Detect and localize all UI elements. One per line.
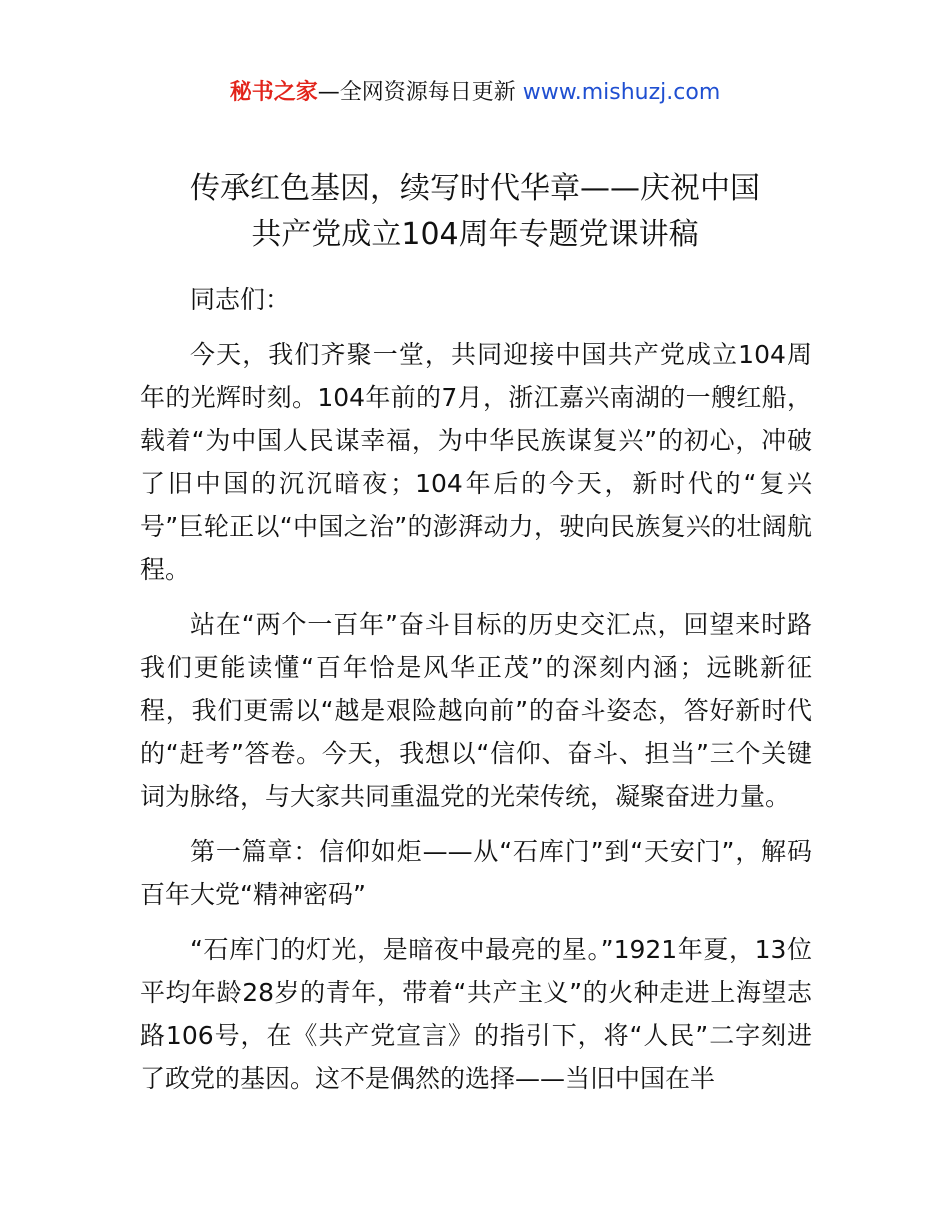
document-title bbox=[0, 166, 950, 258]
header-tagline: —全网资源每日更新 bbox=[317, 80, 523, 105]
title-line-1: 传承红色基因，续写时代华章——庆祝中国 bbox=[190, 171, 760, 206]
salutation-paragraph: 同志们： bbox=[190, 285, 291, 314]
site-url-link[interactable]: www.mishuzj.com bbox=[522, 80, 721, 105]
body-paragraph: “石库门的灯光，是暗夜中最亮的星。”1921年夏，13位平均年龄28岁的青年，带着“共产主义”的火种走进上海望志路106号，在《共产党宣言》的指引下，将“人民”二字刻进了政党的基因。这不是偶然的选择——当旧中国在半 bbox=[140, 935, 812, 1093]
site-header bbox=[0, 78, 950, 108]
brand-name: 秘书之家 bbox=[229, 80, 318, 105]
body-paragraph: 今天，我们齐聚一堂，共同迎接中国共产党成立104周年的光辉时刻。104年前的7月，浙江嘉兴南湖的一艘红船，载着“为中国人民谋幸福，为中华民族谋复兴”的初心，冲破了旧中国的沉沉暗夜；104年后的今天，新时代的“复兴号”巨轮正以“中国之治”的澎湃动力，驶向民族复兴的壮阔航程。 bbox=[140, 340, 812, 584]
body-paragraph: 站在“两个一百年”奋斗目标的历史交汇点，回望来时路我们更能读懂“百年恰是风华正茂”的深刻内涵；远眺新征程，我们更需以“越是艰险越向前”的奋斗姿态，答好新时代的“赶考”答卷。今天，我想以“信仰、奋斗、担当”三个关键词为脉络，与大家共同重温党的光荣传统，凝聚奋进力量。 bbox=[140, 610, 812, 811]
document-body bbox=[140, 278, 812, 1112]
chapter-heading: 第一篇章：信仰如炬——从“石库门”到“天安门”，解码百年大党“精神密码” bbox=[140, 837, 812, 909]
title-line-2: 共产党成立104周年专题党课讲稿 bbox=[251, 217, 699, 252]
